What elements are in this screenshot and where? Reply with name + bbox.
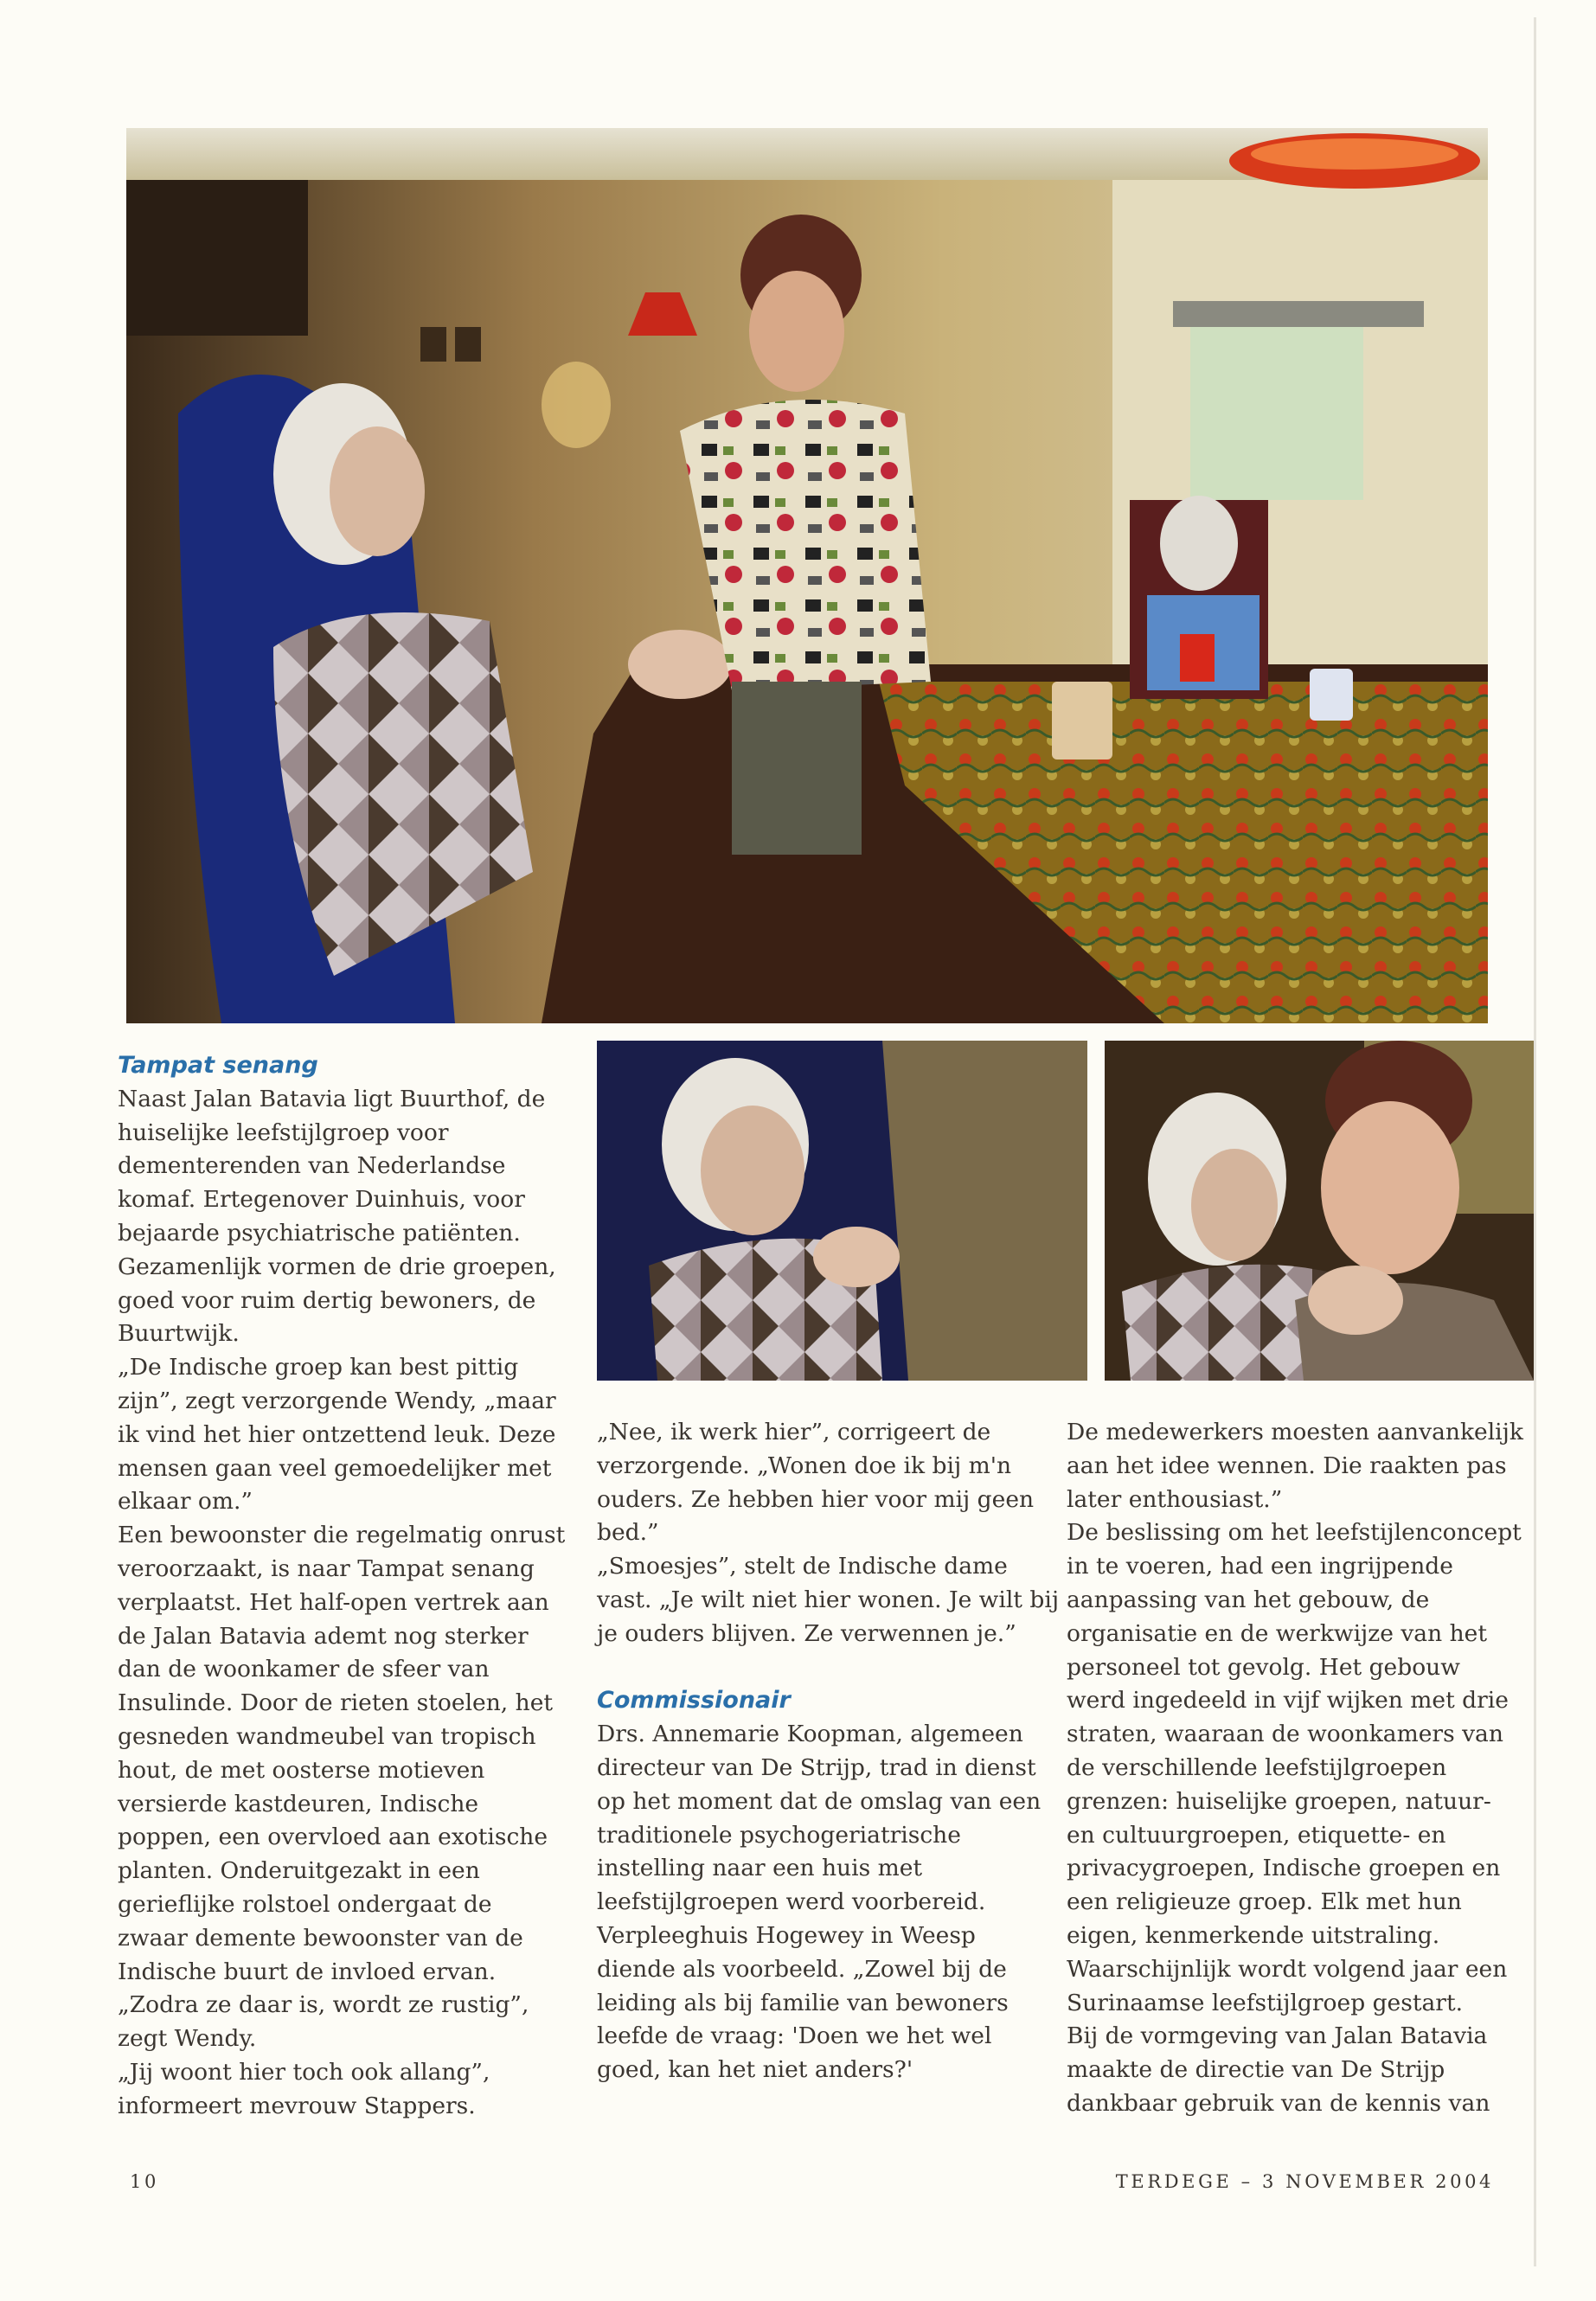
paragraph: De medewerkers moesten aanvankelijk aan het idee wennen. Die raakten pas later enthousiast.”: [1067, 1419, 1523, 1513]
inset-photo-left-illustration: [597, 1041, 1087, 1381]
paragraph-gap: [597, 1651, 1060, 1685]
subheading-tampat-senang: Tampat senang: [118, 1052, 318, 1079]
inset-photo-right-illustration: [1105, 1041, 1534, 1381]
text-column-1: [118, 1049, 566, 2124]
text-column-3: [1067, 1416, 1525, 2121]
paragraph: „De Indische groep kan best pittig zijn”, zegt verzorgende Wendy, „maar ik vind het hier ontzettend leuk. Deze mensen gaan veel gemoedelijker met elkaar om.”: [118, 1354, 556, 1516]
paragraph: Bij de vormgeving van Jalan Batavia maakte de directie van De Strijp dankbaar gebruik van de kennis van: [1067, 2022, 1490, 2117]
paragraph: Naast Jalan Batavia ligt Buurthof, de huiselijke leefstijlgroep voor dementerenden van Nederlandse komaf. Ertegenover Duinhuis, voor bejaarde psychiatrische patiënten. Gezamenlijk vormen de drie groepen, goed voor ruim dertig bewoners, de Buurtwijk.: [118, 1085, 556, 1348]
page-number: 10: [130, 2171, 159, 2192]
footer-publication: TERDEGE – 3 NOVEMBER 2004: [1115, 2171, 1494, 2192]
main-photo: [126, 128, 1488, 1023]
page-edge: [1534, 17, 1536, 2266]
subheading-commissionair: Commissionair: [597, 1687, 791, 1715]
paragraph: Drs. Annemarie Koopman, algemeen directeur van De Strijp, trad in dienst op het moment dat de omslag van een traditionele psychogeriatrische instelling naar een huis met leefstijlgroepen werd voorbereid. Verpleeghuis Hogewey in Weesp diende als voorbeeld. „Zowel bij de leiding als bij familie van bewoners leefde de vraag: 'Doen we het wel goed, kan het niet anders?': [597, 1721, 1042, 2084]
inset-photo-right: [1105, 1041, 1534, 1381]
paragraph: Een bewoonster die regelmatig onrust veroorzaakt, is naar Tampat senang verplaatst. Het half-open vertrek aan de Jalan Batavia ademt nog sterker dan de woonkamer de sfeer van Insulinde. Door de rieten stoelen, het gesneden wandmeubel van tropisch hout, de met oosterse motieven versierde kastdeuren, Indische poppen, een overvloed aan exotische planten. Onderuitgezakt in een gerieflijke rolstoel ondergaat de zwaar demente bewoonster van de Indische buurt de invloed ervan. „Zodra ze daar is, wordt ze rustig”, zegt Wendy.: [118, 1522, 566, 2053]
paragraph: „Nee, ik werk hier”, corrigeert de verzorgende. „Wonen doe ik bij m'n ouders. Ze hebben hier voor mij geen bed.”: [597, 1419, 1035, 1547]
inset-photo-left: [597, 1041, 1087, 1381]
paragraph: „Jij woont hier toch ook allang”, informeert mevrouw Stappers.: [118, 2058, 490, 2119]
paragraph: „Smoesjes”, stelt de Indische dame vast. „Je wilt niet hier wonen. Je wilt bij je ouders blijven. Ze verwennen je.”: [597, 1553, 1060, 1647]
text-column-2: [597, 1416, 1060, 2087]
main-photo-illustration: [126, 128, 1488, 1023]
paragraph: De beslissing om het leefstijlenconcept in te voeren, had een ingrijpende aanpassing van het gebouw, de organisatie en de werkwijze van het personeel tot gevolg. Het gebouw werd ingedeeld in vijf wijken met drie straten, waaraan de woonkamers van de verschillende leefstijlgroepen grenzen: huiselijke groepen, natuur- en cultuurgroepen, etiquette- en privacygroepen, Indische groepen en een religieuze groep. Elk met hun eigen, kenmerkende uitstraling. Waarschijnlijk wordt volgend jaar een Surinaamse leefstijlgroep gestart.: [1067, 1519, 1522, 2016]
